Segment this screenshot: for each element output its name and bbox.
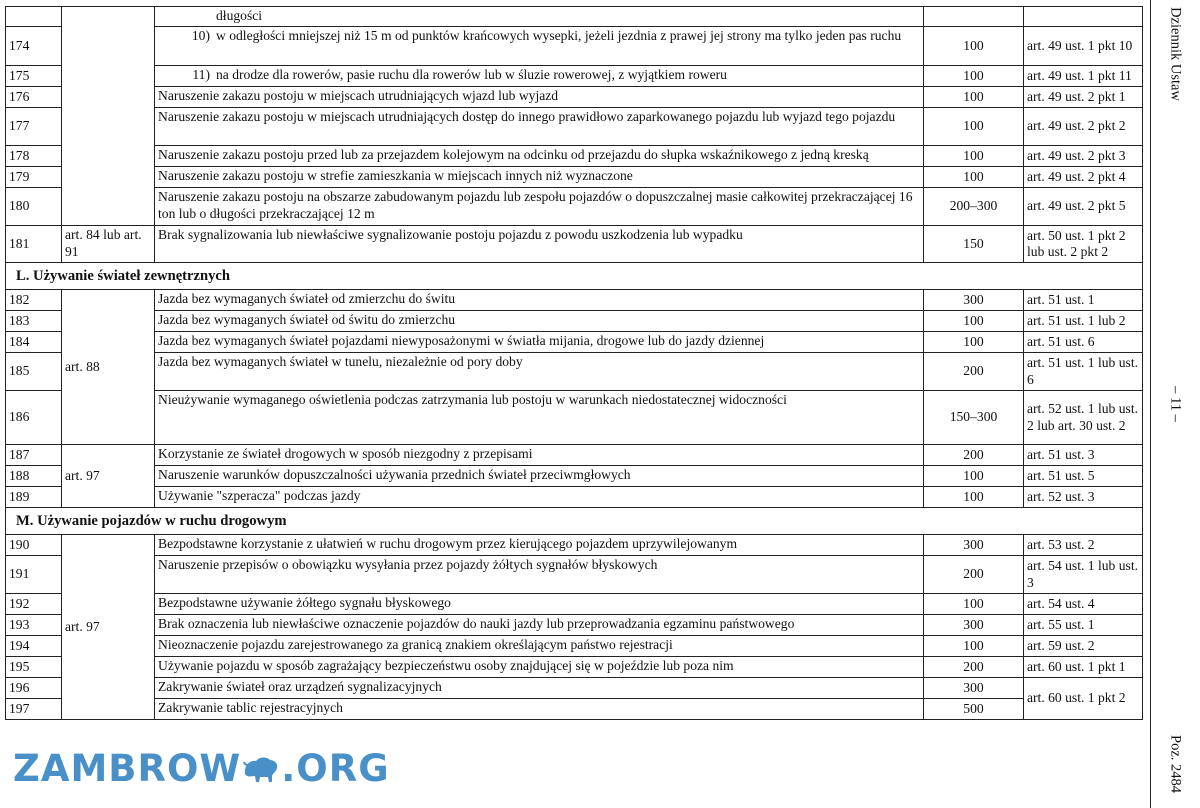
penalty-cell: 150–300 <box>924 391 1024 445</box>
penalty-cell: 150 <box>924 226 1024 263</box>
lp-cell: 184 <box>6 332 62 353</box>
lp-cell: 187 <box>6 445 62 466</box>
penalty-cell: 300 <box>924 290 1024 311</box>
penalty-cell: 300 <box>924 678 1024 699</box>
margin-divider <box>1150 0 1151 808</box>
basis-cell: art. 88 <box>62 290 155 445</box>
table-row <box>6 391 1143 445</box>
description-cell: Nieoznaczenie pojazdu zarejestrowanego za granicą znakiem określającym państwo rejestracji <box>155 636 924 657</box>
table-row <box>6 311 1143 332</box>
description-cell: 10) w odległości mniejszej niż 15 m od punktów krańcowych wysepki, jeżeli jezdnia z prawej jej strony ma tylko jeden pas ruchu <box>155 27 924 66</box>
lp-cell: 175 <box>6 66 62 87</box>
penalty-cell: 100 <box>924 27 1024 66</box>
lp-cell: 176 <box>6 87 62 108</box>
lp-cell: 180 <box>6 188 62 226</box>
reference-cell: art. 51 ust. 6 <box>1024 332 1143 353</box>
lp-cell: 185 <box>6 353 62 391</box>
reference-cell: art. 49 ust. 2 pkt 1 <box>1024 87 1143 108</box>
table-row <box>6 167 1143 188</box>
table-row <box>6 487 1143 508</box>
penalty-cell: 100 <box>924 466 1024 487</box>
description-cell: Naruszenie warunków dopuszczalności używania przednich świateł przeciwmgłowych <box>155 466 924 487</box>
penalty-cell: 100 <box>924 487 1024 508</box>
basis-cell: art. 97 <box>62 445 155 508</box>
lp-cell: 181 <box>6 226 62 263</box>
description-cell: Naruszenie przepisów o obowiązku wysyłania przez pojazdy żółtych sygnałów błyskowych <box>155 556 924 594</box>
penalty-cell: 100 <box>924 332 1024 353</box>
description-cell: 11) na drodze dla rowerów, pasie ruchu dla rowerów lub w śluzie rowerowej, z wyjątkiem roweru <box>155 66 924 87</box>
lp-cell: 179 <box>6 167 62 188</box>
reference-cell: art. 55 ust. 1 <box>1024 615 1143 636</box>
table-row <box>6 332 1143 353</box>
reference-cell: art. 49 ust. 1 pkt 10 <box>1024 27 1143 66</box>
description-cell: Bezpodstawne używanie żółtego sygnału błyskowego <box>155 594 924 615</box>
description-cell: Jazda bez wymaganych świateł od zmierzchu do świtu <box>155 290 924 311</box>
table-row <box>6 226 1143 263</box>
table-row <box>6 188 1143 226</box>
table-row <box>6 108 1143 146</box>
description-cell: Brak oznaczenia lub niewłaściwe oznaczenie pojazdów do nauki jazdy lub przeprowadzania egzaminu państwowego <box>155 615 924 636</box>
lp-cell: 193 <box>6 615 62 636</box>
reference-cell: art. 59 ust. 2 <box>1024 636 1143 657</box>
reference-cell: art. 51 ust. 5 <box>1024 466 1143 487</box>
lp-cell: 196 <box>6 678 62 699</box>
reference-cell: art. 53 ust. 2 <box>1024 535 1143 556</box>
table-row <box>6 66 1143 87</box>
description-cell: Naruszenie zakazu postoju w miejscach utrudniających wjazd lub wyjazd <box>155 87 924 108</box>
reference-cell: art. 49 ust. 2 pkt 2 <box>1024 108 1143 146</box>
description-cell: Brak sygnalizowania lub niewłaściwe sygnalizowanie postoju pojazdu z powodu uszkodzenia lub wypadku <box>155 226 924 263</box>
lp-cell: 186 <box>6 391 62 445</box>
lp-cell: 189 <box>6 487 62 508</box>
table-row <box>6 556 1143 594</box>
description-cell: Naruszenie zakazu postoju w miejscach utrudniających dostęp do innego prawidłowo zaparkowanego pojazdu lub wyjazd tego pojazdu <box>155 108 924 146</box>
penalty-cell: 100 <box>924 311 1024 332</box>
reference-cell: art. 49 ust. 2 pkt 3 <box>1024 146 1143 167</box>
penalty-cell: 200 <box>924 556 1024 594</box>
penalty-cell: 200 <box>924 445 1024 466</box>
section-title: L. Używanie świateł zewnętrznych <box>6 263 1143 290</box>
table-row <box>6 615 1143 636</box>
lp-cell: 182 <box>6 290 62 311</box>
table-row <box>6 636 1143 657</box>
description-cell: Jazda bez wymaganych świateł pojazdami niewyposażonymi w światła mijania, drogowe lub do jazdy dziennej <box>155 332 924 353</box>
penalty-cell: 200–300 <box>924 188 1024 226</box>
subitem-number: 10) <box>191 28 210 43</box>
penalty-cell: 300 <box>924 535 1024 556</box>
description-cell: Używanie "szperacza" podczas jazdy <box>155 487 924 508</box>
description-cell: Bezpodstawne korzystanie z ułatwień w ruchu drogowym przez kierującego pojazdem uprzywilejowanym <box>155 535 924 556</box>
table-row <box>6 466 1143 487</box>
penalty-cell: 100 <box>924 167 1024 188</box>
table-row <box>6 7 1143 27</box>
table-row <box>6 657 1143 678</box>
watermark-text-right: .ORG <box>281 747 390 790</box>
subitem-number: 11) <box>192 67 210 82</box>
lp-cell: 194 <box>6 636 62 657</box>
basis-cell <box>62 7 155 226</box>
table-row <box>6 27 1143 66</box>
bison-icon <box>242 754 280 784</box>
reference-cell: art. 52 ust. 3 <box>1024 487 1143 508</box>
penalty-cell: 100 <box>924 87 1024 108</box>
description-cell: Nieużywanie wymaganego oświetlenia podczas zatrzymania lub postoju w warunkach niedostatecznej widoczności <box>155 391 924 445</box>
penalty-cell: 100 <box>924 594 1024 615</box>
description-cell: Zakrywanie tablic rejestracyjnych <box>155 699 924 720</box>
table-row <box>6 353 1143 391</box>
position-number: Poz. 2484 <box>1167 735 1184 793</box>
watermark-text-left: ZAMBROW <box>13 747 242 790</box>
lp-cell <box>6 7 62 27</box>
table-row <box>6 146 1143 167</box>
description-cell: Używanie pojazdu w sposób zagrażający bezpieczeństwu osoby znajdującej się w pojeździe lub poza nim <box>155 657 924 678</box>
table-row <box>6 699 1143 720</box>
page-number: – 11 – <box>1167 386 1184 422</box>
penalty-table <box>5 6 1143 720</box>
penalty-cell: 200 <box>924 353 1024 391</box>
table-row <box>6 535 1143 556</box>
lp-cell: 192 <box>6 594 62 615</box>
description-cell: Naruszenie zakazu postoju przed lub za przejazdem kolejowym na odcinku od przejazdu do słupka wskaźnikowego z jedną kreską <box>155 146 924 167</box>
basis-cell: art. 84 lub art. 91 <box>62 226 155 263</box>
reference-cell: art. 52 ust. 1 lub ust. 2 lub art. 30 ust. 2 <box>1024 391 1143 445</box>
penalty-cell: 100 <box>924 66 1024 87</box>
journal-title: Dziennik Ustaw <box>1167 7 1184 101</box>
section-title: M. Używanie pojazdów w ruchu drogowym <box>6 508 1143 535</box>
penalty-cell: 100 <box>924 146 1024 167</box>
lp-cell: 188 <box>6 466 62 487</box>
basis-cell: art. 97 <box>62 535 155 720</box>
lp-cell: 183 <box>6 311 62 332</box>
section-header-row <box>6 508 1143 535</box>
penalty-cell: 200 <box>924 657 1024 678</box>
reference-cell: art. 51 ust. 1 lub 2 <box>1024 311 1143 332</box>
lp-cell: 197 <box>6 699 62 720</box>
penalty-cell <box>924 7 1024 27</box>
description-cell: Jazda bez wymaganych świateł od świtu do zmierzchu <box>155 311 924 332</box>
penalty-cell: 300 <box>924 615 1024 636</box>
penalty-cell: 100 <box>924 636 1024 657</box>
lp-cell: 177 <box>6 108 62 146</box>
reference-cell: art. 60 ust. 1 pkt 1 <box>1024 657 1143 678</box>
description-cell: długości <box>155 7 924 27</box>
lp-cell: 191 <box>6 556 62 594</box>
reference-cell: art. 51 ust. 1 <box>1024 290 1143 311</box>
table-row <box>6 445 1143 466</box>
watermark-logo <box>13 745 390 790</box>
description-cell: Naruszenie zakazu postoju na obszarze zabudowanym pojazdu lub zespołu pojazdów o dopuszczalnej masie całkowitej przekraczającej 16 ton lub o długości przekraczającej 12 m <box>155 188 924 226</box>
reference-cell <box>1024 7 1143 27</box>
reference-cell: art. 49 ust. 1 pkt 11 <box>1024 66 1143 87</box>
table-row <box>6 594 1143 615</box>
reference-cell: art. 51 ust. 3 <box>1024 445 1143 466</box>
reference-cell: art. 60 ust. 1 pkt 2 <box>1024 678 1143 720</box>
description-cell: Zakrywanie świateł oraz urządzeń sygnalizacyjnych <box>155 678 924 699</box>
lp-cell: 174 <box>6 27 62 66</box>
reference-cell: art. 50 ust. 1 pkt 2 lub ust. 2 pkt 2 <box>1024 226 1143 263</box>
table-row <box>6 87 1143 108</box>
table-row <box>6 678 1143 699</box>
lp-cell: 190 <box>6 535 62 556</box>
penalty-cell: 100 <box>924 108 1024 146</box>
reference-cell: art. 54 ust. 1 lub ust. 3 <box>1024 556 1143 594</box>
table-row <box>6 290 1143 311</box>
lp-cell: 195 <box>6 657 62 678</box>
reference-cell: art. 49 ust. 2 pkt 5 <box>1024 188 1143 226</box>
description-cell: Korzystanie ze świateł drogowych w sposób niezgodny z przepisami <box>155 445 924 466</box>
section-header-row <box>6 263 1143 290</box>
description-cell: Jazda bez wymaganych świateł w tunelu, niezależnie od pory doby <box>155 353 924 391</box>
lp-cell: 178 <box>6 146 62 167</box>
reference-cell: art. 49 ust. 2 pkt 4 <box>1024 167 1143 188</box>
description-cell: Naruszenie zakazu postoju w strefie zamieszkania w miejscach innych niż wyznaczone <box>155 167 924 188</box>
reference-cell: art. 51 ust. 1 lub ust. 6 <box>1024 353 1143 391</box>
reference-cell: art. 54 ust. 4 <box>1024 594 1143 615</box>
penalty-cell: 500 <box>924 699 1024 720</box>
